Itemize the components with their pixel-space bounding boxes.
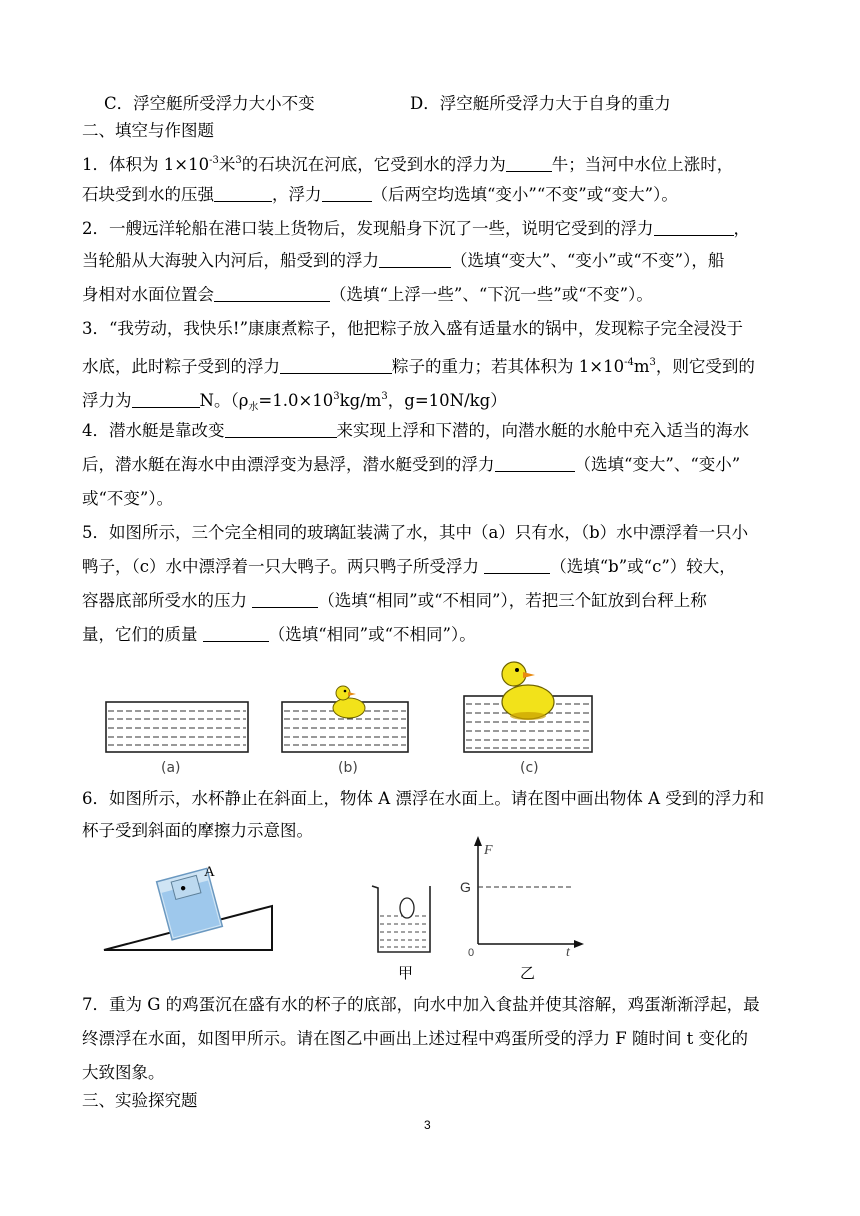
label-a: A — [204, 864, 215, 880]
caption-jia: 甲 — [398, 964, 414, 982]
question-6-line-1: 6．如图所示，水杯静止在斜面上，物体 A 漂浮在水面上。请在图中画出物体 A 受到的浮力和 — [82, 789, 765, 808]
question-1-line-2: 石块受到水的压强 ，浮力 （后两空均选填“变小”“不变”或“变大”）。 — [82, 185, 678, 204]
answer-blank[interactable] — [214, 285, 330, 302]
answer-blank[interactable] — [322, 185, 372, 202]
question-3-line-3: 浮力为 N。（$\rho_水=1.0\times 10^3kg/m^3$，g=10N/kg） — [82, 391, 507, 413]
question-2-line-2: 当轮船从大海驶入内河后，船受到的浮力 （选填“变大”、“变小”或“不变”），船 — [82, 251, 725, 270]
answer-blank[interactable] — [495, 455, 575, 472]
question-2-line-3: 身相对水面位置会 （选填“上浮一些”、“下沉一些”或“不变”）。 — [82, 285, 653, 304]
axis-t-label: t — [566, 945, 570, 960]
answer-blank[interactable] — [654, 219, 734, 236]
page-number: 3 — [424, 1118, 431, 1132]
caption-yi: 乙 — [520, 964, 536, 982]
question-2-line-1: 2．一艘远洋轮船在港口装上货物后，发现船身下沉了一些，说明它受到的浮力 ， — [82, 219, 750, 238]
question-4-line-2: 后，潜水艇在海水中由漂浮变为悬浮，潜水艇受到的浮力 （选填“变大”、“变小” — [82, 455, 741, 474]
question-5-line-4: 量，它们的质量 （选填“相同”或“不相同”）。 — [82, 625, 476, 644]
beaker-figure — [370, 880, 440, 960]
axis-f-label: F — [484, 843, 493, 858]
small-duck-icon — [333, 686, 365, 718]
question-3-line-2: 水底，此时粽子受到的浮力 粽子的重力；若其体积为 $1\times 10^{-4}m^3$，则它受到的 — [82, 357, 755, 376]
g-label: G — [460, 879, 471, 895]
answer-blank[interactable] — [132, 391, 200, 408]
section2-title: 二、填空与作图题 — [82, 121, 214, 140]
question-4-line-1: 4．潜水艇是靠改变 来实现上浮和下潜的，向潜水艇的水舱中充入适当的海水 — [82, 421, 749, 440]
caption-b: (b) — [338, 760, 358, 776]
answer-blank[interactable] — [225, 421, 337, 438]
force-time-graph — [460, 832, 590, 962]
tank-b — [282, 686, 408, 752]
question-5-line-1: 5．如图所示，三个完全相同的玻璃缸装满了水，其中（a）只有水，（b）水中漂浮着一只小 — [82, 523, 749, 542]
egg — [400, 898, 414, 918]
option-c: C．浮空艇所受浮力大小不变 — [104, 94, 315, 113]
answer-blank[interactable] — [484, 557, 550, 574]
answer-blank[interactable] — [280, 357, 392, 374]
question-6-line-2: 杯子受到斜面的摩擦力示意图。 — [82, 821, 313, 840]
option-d: D．浮空艇所受浮力大于自身的重力 — [410, 94, 671, 113]
answer-blank[interactable] — [506, 155, 552, 172]
tank-c — [464, 662, 592, 752]
incline-cup-figure — [100, 846, 300, 956]
answer-blank[interactable] — [203, 625, 269, 642]
section3-title: 三、实验探究题 — [82, 1091, 198, 1110]
question-4-line-3: 或“不变”）。 — [82, 489, 174, 508]
big-duck-icon — [502, 662, 554, 720]
answer-blank[interactable] — [252, 591, 318, 608]
tank-a — [106, 702, 248, 752]
answer-blank[interactable] — [379, 251, 451, 268]
question-5-line-3: 容器底部所受水的压力 （选填“相同”或“不相同”），若把三个缸放到台秤上称 — [82, 591, 707, 610]
caption-c: (c) — [520, 760, 539, 776]
question-7-line-2: 终漂浮在水面，如图甲所示。请在图乙中画出上述过程中鸡蛋所受的浮力 F 随时间 t 变化的 — [82, 1029, 749, 1048]
answer-blank[interactable] — [214, 185, 272, 202]
tanks-figure — [0, 652, 860, 772]
question-3-line-1: 3．“我劳动，我快乐!”康康煮粽子，他把粽子放入盛有适量水的锅中，发现粽子完全浸没于 — [82, 319, 743, 338]
caption-a: (a) — [161, 760, 181, 776]
question-7-line-1: 7．重为 G 的鸡蛋沉在盛有水的杯子的底部，向水中加入食盐并使其溶解，鸡蛋渐渐浮起，最 — [82, 995, 760, 1014]
question-5-line-2: 鸭子，（c）水中漂浮着一只大鸭子。两只鸭子所受浮力 （选填“b”或“c”）较大， — [82, 557, 736, 576]
origin-label: 0 — [468, 947, 475, 959]
question-7-line-3: 大致图象。 — [82, 1063, 165, 1082]
question-1-line-1: 1．体积为 $1\times 10^{-3}$米$^3$的石块沉在河底，它受到水的浮力为 牛；当河中水位上涨时， — [82, 155, 734, 174]
